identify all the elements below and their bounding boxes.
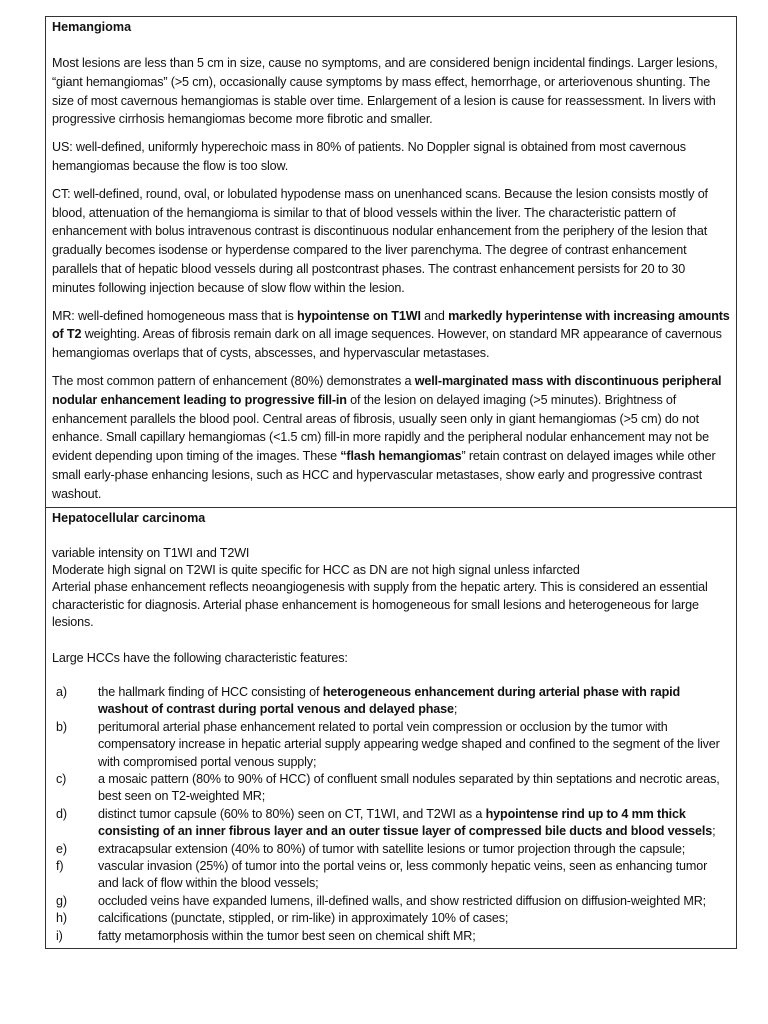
list-text: fatty metamorphosis within the tumor best seen on chemical shift MR; (98, 928, 476, 943)
list-marker: d) (56, 806, 67, 821)
text-run: ” retain contrast on delayed images while other small early-phase enhancing lesions, such as HCC and hypervascular metastases, show early and progressive contrast washout. (52, 449, 716, 501)
list-marker: e) (56, 841, 67, 856)
list-marker: h) (56, 911, 67, 926)
bold-run: hypointense rind up to 4 mm thick consisting of an inner fibrous layer and an outer tissue layer of compressed bile ducts and blood vessels (98, 806, 713, 839)
hcc-large-intro: Large HCCs have the following characteristic features: (52, 650, 348, 665)
hcc-line-3: Arterial phase enhancement reflects neoangiogenesis with supply from the hepatic artery. This is considered an essential characteristic for diagnosis. Arterial phase enhancement is homogeneous for small lesions and heterogeneous for large lesions. (52, 580, 708, 630)
text-run: and (420, 308, 449, 323)
list-marker: b) (56, 719, 67, 734)
bold-run: “flash hemangiomas (340, 449, 462, 464)
hemangioma-heading: Hemangioma (52, 20, 132, 34)
list-item (52, 806, 730, 841)
list-text (98, 684, 730, 719)
text-run: weighting. Areas of fibrosis remain dark on all image sequences. However, on standard MR appearance of cavernous hemangiomas overlaps that of cysts, abscesses, and hypervascular metastases. (52, 327, 722, 361)
list-marker: c) (56, 772, 67, 786)
text-run: distinct tumor capsule (60% to 80%) seen on CT, T1WI, and T2WI as a (98, 806, 486, 821)
list-item (52, 841, 730, 858)
text-run: ; (712, 824, 716, 839)
list-marker: f) (56, 859, 64, 874)
bold-run: markedly hyperintense with increasing amounts of T2 (52, 308, 730, 342)
list-text: vascular invasion (25%) of tumor into the portal veins or, less commonly hepatic veins, seen as enhancing tumor and lack of flow within the blood vessels; (98, 859, 708, 891)
text-run: of the lesion on delayed imaging (>5 minutes). Brightness of enhancement parallels the blood pool. Central areas of fibrosis, usually seen only in giant hemangiomas (>5 cm) do not enhance. Small capillary hemangiomas (<1.5 cm) fill-in more rapidly and the peripheral nodular enhancement may not be evident depending upon timing of the images. These (52, 392, 709, 464)
list-text: a mosaic pattern (80% to 90% of HCC) of confluent small nodules separated by thin septations and necrotic areas, best seen on T2-weighted MR; (98, 772, 720, 804)
bold-run: hypointense on T1WI (297, 308, 421, 323)
hemangioma-intro: Most lesions are less than 5 cm in size, cause no symptoms, and are considered benign incidental findings. Larger lesions, “giant hemangiomas” (>5 cm), occasionally cause symptoms by mass effect, hemorrhage, or arteriovenous shunting. The size of most cavernous hemangiomas is stable over time. Enlargement of a lesion is cause for reassessment. In livers with progressive cirrhosis hemangiomas become more fibrotic and smaller. (52, 56, 718, 127)
list-item (52, 858, 730, 893)
bold-run: well-marginated mass with discontinuous peripheral nodular enhancement leading to progressive fill-in (52, 373, 722, 407)
hcc-feature-list (52, 684, 730, 945)
list-text: occluded veins have expanded lumens, ill-defined walls, and show restricted diffusion on diffusion-weighted MR; (98, 893, 707, 908)
list-text: calcifications (punctate, stippled, or rim-like) in approximately 10% of cases; (98, 911, 509, 926)
bold-run: heterogeneous enhancement during arterial phase with rapid washout of contrast during portal venous and delayed phase (98, 684, 680, 717)
text-run: The most common pattern of enhancement (80%) demonstrates a (52, 373, 415, 388)
hcc-line-2: Moderate high signal on T2WI is quite specific for HCC as DN are not high signal unless infarcted (52, 562, 580, 577)
notes-table (45, 16, 737, 949)
hemangioma-enhancement (52, 372, 730, 504)
hemangioma-us: US: well-defined, uniformly hyperechoic mass in 80% of patients. No Doppler signal is obtained from most cavernous hemangiomas because the flow is too slow. (52, 140, 686, 173)
text-run: MR: well-defined homogeneous mass that is (52, 308, 297, 323)
list-item (52, 719, 730, 771)
hcc-line-1: variable intensity on T1WI and T2WI (52, 545, 250, 560)
list-item (52, 910, 730, 927)
hemangioma-mr (52, 307, 730, 363)
list-marker: i) (56, 928, 63, 943)
list-text: peritumoral arterial phase enhancement related to portal vein compression or occlusion by the tumor with compensatory increase in hepatic arterial supply appearing wedge shaped and confined to the segment of the liver with compromised portal venous supply; (98, 719, 720, 769)
list-text (98, 806, 730, 841)
text-run: the hallmark finding of HCC consisting of (98, 684, 323, 699)
list-marker: a) (56, 684, 67, 699)
list-text: extracapsular extension (40% to 80%) of tumor with satellite lesions or tumor projection through the capsule; (98, 841, 686, 856)
text-run: ; (453, 702, 458, 717)
hemangioma-section (46, 17, 736, 507)
hcc-heading: Hepatocellular carcinoma (52, 510, 206, 525)
hcc-section (46, 507, 736, 949)
list-item (52, 893, 730, 910)
hemangioma-ct: CT: well-defined, round, oval, or lobulated hypodense mass on unenhanced scans. Because the lesion consists mostly of blood, attenuation of the hemangioma is similar to that of blood vessels within the liver. The characteristic pattern of enhancement with bolus intravenous contrast is discontinuous nodular enhancement from the periphery of the lesion that gradually becomes isodense or hyperdense compared to the liver parenchyma. The degree of contrast enhancement parallels that of hepatic blood vessels during all postcontrast phases. The contrast enhancement persists for 20 to 30 minutes following injection because of slow flow within the lesion. (52, 186, 708, 295)
list-item (52, 771, 730, 806)
list-item (52, 684, 730, 719)
list-item (52, 928, 730, 945)
list-marker: g) (56, 893, 67, 908)
